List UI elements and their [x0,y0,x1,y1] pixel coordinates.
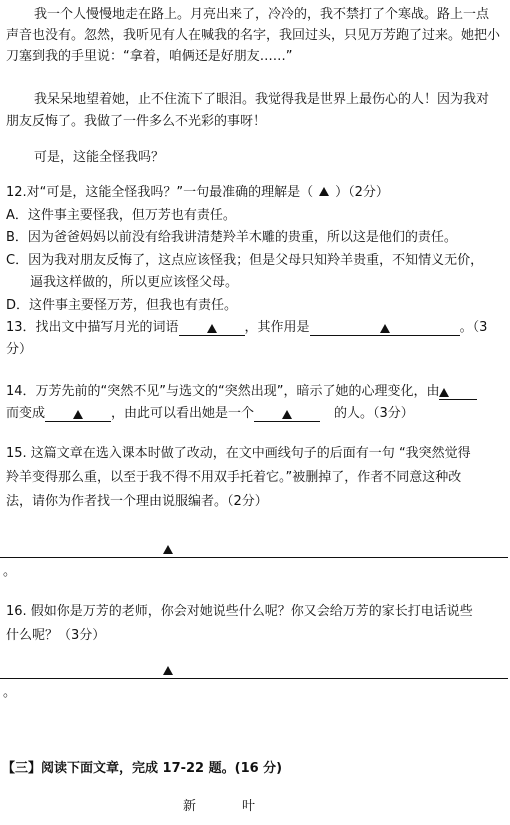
q14-text-2a: 而变成 [6,406,46,421]
passage-p1-line3: 刀塞到我的手里说：“拿着，咱俩还是好朋友……” [6,49,293,64]
q15-line2: 羚羊变得那么重，以至于我不得不用双手托着它。”被删掉了，作者不同意这种改 [6,470,462,485]
q12-stem-end: ）（2分） [335,185,389,200]
q13-blank-1[interactable] [179,321,245,336]
q14-blank-2[interactable] [45,407,111,422]
q16-answer-line[interactable] [0,678,508,679]
q15-answer-line[interactable] [0,557,508,558]
passage-p2-line2: 朋友反悔了。我做了一件多么不光彩的事呀！ [6,114,267,129]
q16-end-mark: 。 [3,685,17,700]
passage-p1-line2: 声音也没有。忽然，我听见有人在喊我的名字，我回过头，只见万芳跑了过来。她把小 [6,28,501,43]
section3-heading: 【三】阅读下面文章，完成 17-22 题。(16 分) [2,761,283,776]
answer-triangle-icon [439,388,449,397]
q13-blank-2[interactable] [310,321,460,336]
q14-blank-1[interactable] [439,385,477,400]
q15-line1: 15. 这篇文章在选入课本时做了改动，在文中画线句子的后面有一句 “我突然觉得 [6,446,471,461]
q12-option-c-line1: C．因为我对朋友反悔了，这点应该怪我；但是父母只知羚羊贵重，不知情义无价， [6,253,484,268]
q13-text-c: 。（3 [459,320,488,335]
q16-line1: 16. 假如你是万芳的老师，你会对她说些什么呢？你又会给万芳的家长打电话说些 [6,604,473,619]
q14-line1 [6,383,477,401]
section3-title: 新叶 [183,799,302,814]
q14-text-1: 14．万芳先前的“突然不见”与选文的“突然出现”，暗示了她的心理变化，由 [6,384,440,399]
q16-line2: 什么呢？（3分） [6,628,106,643]
answer-triangle-icon [73,410,83,419]
q12-option-a: A．这件事主要怪我，但万芳也有责任。 [6,208,236,223]
passage-p2-line1: 我呆呆地望着她，止不住流下了眼泪。我觉得我是世界上最伤心的人！因为我对 [34,92,490,107]
passage-p3: 可是，这能全怪我吗？ [34,150,165,165]
passage-p1-line1: 我一个人慢慢地走在路上。月亮出来了，冷冷的，我不禁打了个寒战。路上一点 [34,7,490,22]
answer-triangle-icon [319,187,329,196]
q12-stem-start: 12.对“可是，这能全怪我吗？”一句最准确的理解是（ [6,185,314,200]
q12-option-b: B．因为爸爸妈妈以前没有给我讲清楚羚羊木雕的贵重，所以这是他们的责任。 [6,230,457,245]
answer-triangle-icon [163,666,173,675]
q12-option-d: D．这件事主要怪万芳，但我也有责任。 [6,298,238,313]
answer-triangle-icon [163,545,173,554]
q14-line2 [6,405,414,423]
answer-triangle-icon [207,324,217,333]
answer-triangle-icon [380,324,390,333]
q13-line2: 分） [6,342,33,357]
q13-text-a: 13．找出文中描写月光的词语 [6,320,179,335]
q12-stem [6,184,389,202]
q12-option-c-line2: 逼我这样做的，所以更应该怪父母。 [30,275,239,290]
q13-line1 [6,319,487,337]
q13-text-b: ，其作用是 [244,320,310,335]
answer-triangle-icon [282,410,292,419]
q15-line3: 法，请你为作者找一个理由说服编者。（2分） [6,494,268,509]
q15-end-mark: 。 [3,564,17,579]
q14-text-2b: ，由此可以看出她是一个 [111,406,255,421]
q14-text-2c: 的人。（3分） [334,406,414,421]
q14-blank-3[interactable] [254,407,320,422]
